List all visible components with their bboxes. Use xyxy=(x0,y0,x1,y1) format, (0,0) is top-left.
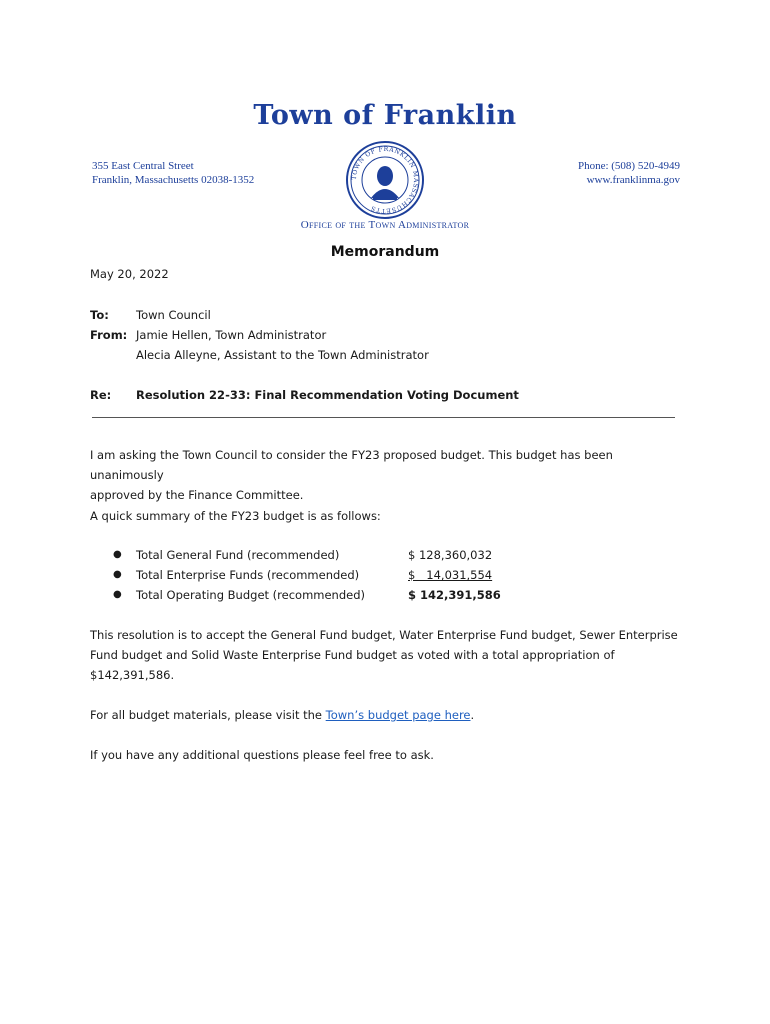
bullet-icon: ● xyxy=(113,549,122,560)
bullet-icon: ● xyxy=(113,589,122,600)
seal-text: TOWN OF FRANKLIN MASSACHUSETTS xyxy=(350,145,420,215)
memo-date: May 20, 2022 xyxy=(90,267,169,281)
paragraph-1-line-1: I am asking the Town Council to consider the FY23 proposed budget. This budget has been unanimously xyxy=(90,448,613,482)
letterhead-title: Town of Franklin xyxy=(253,100,517,131)
paragraph-4-suffix: . xyxy=(470,708,475,722)
paragraph-3-line-3: $142,391,586. xyxy=(90,668,175,682)
paragraph-4 xyxy=(90,705,685,725)
paragraph-5: If you have any additional questions please feel free to ask. xyxy=(90,748,434,762)
summary-label-general-fund: Total General Fund (recommended) xyxy=(136,548,340,562)
re-value: Resolution 22-33: Final Recommendation Voting Document xyxy=(136,388,519,402)
memo-title: Memorandum xyxy=(330,244,440,260)
letterhead-contact xyxy=(578,159,680,187)
to-value: Town Council xyxy=(136,308,211,322)
divider xyxy=(92,417,675,418)
office-name: Office of the Town Administrator xyxy=(300,219,470,231)
address-line-2: Franklin, Massachusetts 02038-1352 xyxy=(92,174,255,186)
summary-value-general-fund: $ 128,360,032 xyxy=(408,548,493,562)
to-label: To: xyxy=(90,308,109,322)
summary-label-operating-budget: Total Operating Budget (recommended) xyxy=(136,588,366,602)
letterhead-address xyxy=(92,159,254,187)
paragraph-3-line-1: This resolution is to accept the General Fund budget, Water Enterprise Fund budget, Sewer Enterprise xyxy=(90,628,678,642)
bullet-icon: ● xyxy=(113,569,122,580)
address-line-1: 355 East Central Street xyxy=(92,160,194,172)
from-label: From: xyxy=(90,328,128,342)
paragraph-3 xyxy=(90,625,685,685)
summary-value-enterprise-funds: $ 14,031,554 xyxy=(408,568,493,582)
paragraph-1 xyxy=(90,445,685,505)
phone-number: Phone: (508) 520-4949 xyxy=(577,160,680,172)
summary-value-operating-budget: $ 142,391,586 xyxy=(408,588,501,602)
re-label: Re: xyxy=(90,388,112,402)
from-value-2: Alecia Alleyne, Assistant to the Town Administrator xyxy=(136,348,429,362)
paragraph-3-line-2: Fund budget and Solid Waste Enterprise Fund budget as voted with a total appropriation of xyxy=(90,648,615,662)
paragraph-4-prefix: For all budget materials, please visit the xyxy=(90,708,326,722)
paragraph-1-line-2: approved by the Finance Committee. xyxy=(90,488,304,502)
paragraph-2: A quick summary of the FY23 budget is as follows: xyxy=(90,509,381,523)
summary-label-enterprise-funds: Total Enterprise Funds (recommended) xyxy=(136,568,360,582)
budget-page-link[interactable]: Town’s budget page here xyxy=(325,708,471,722)
website: www.franklinma.gov xyxy=(586,174,680,186)
town-seal-icon xyxy=(345,140,425,220)
from-value-1: Jamie Hellen, Town Administrator xyxy=(136,328,327,342)
